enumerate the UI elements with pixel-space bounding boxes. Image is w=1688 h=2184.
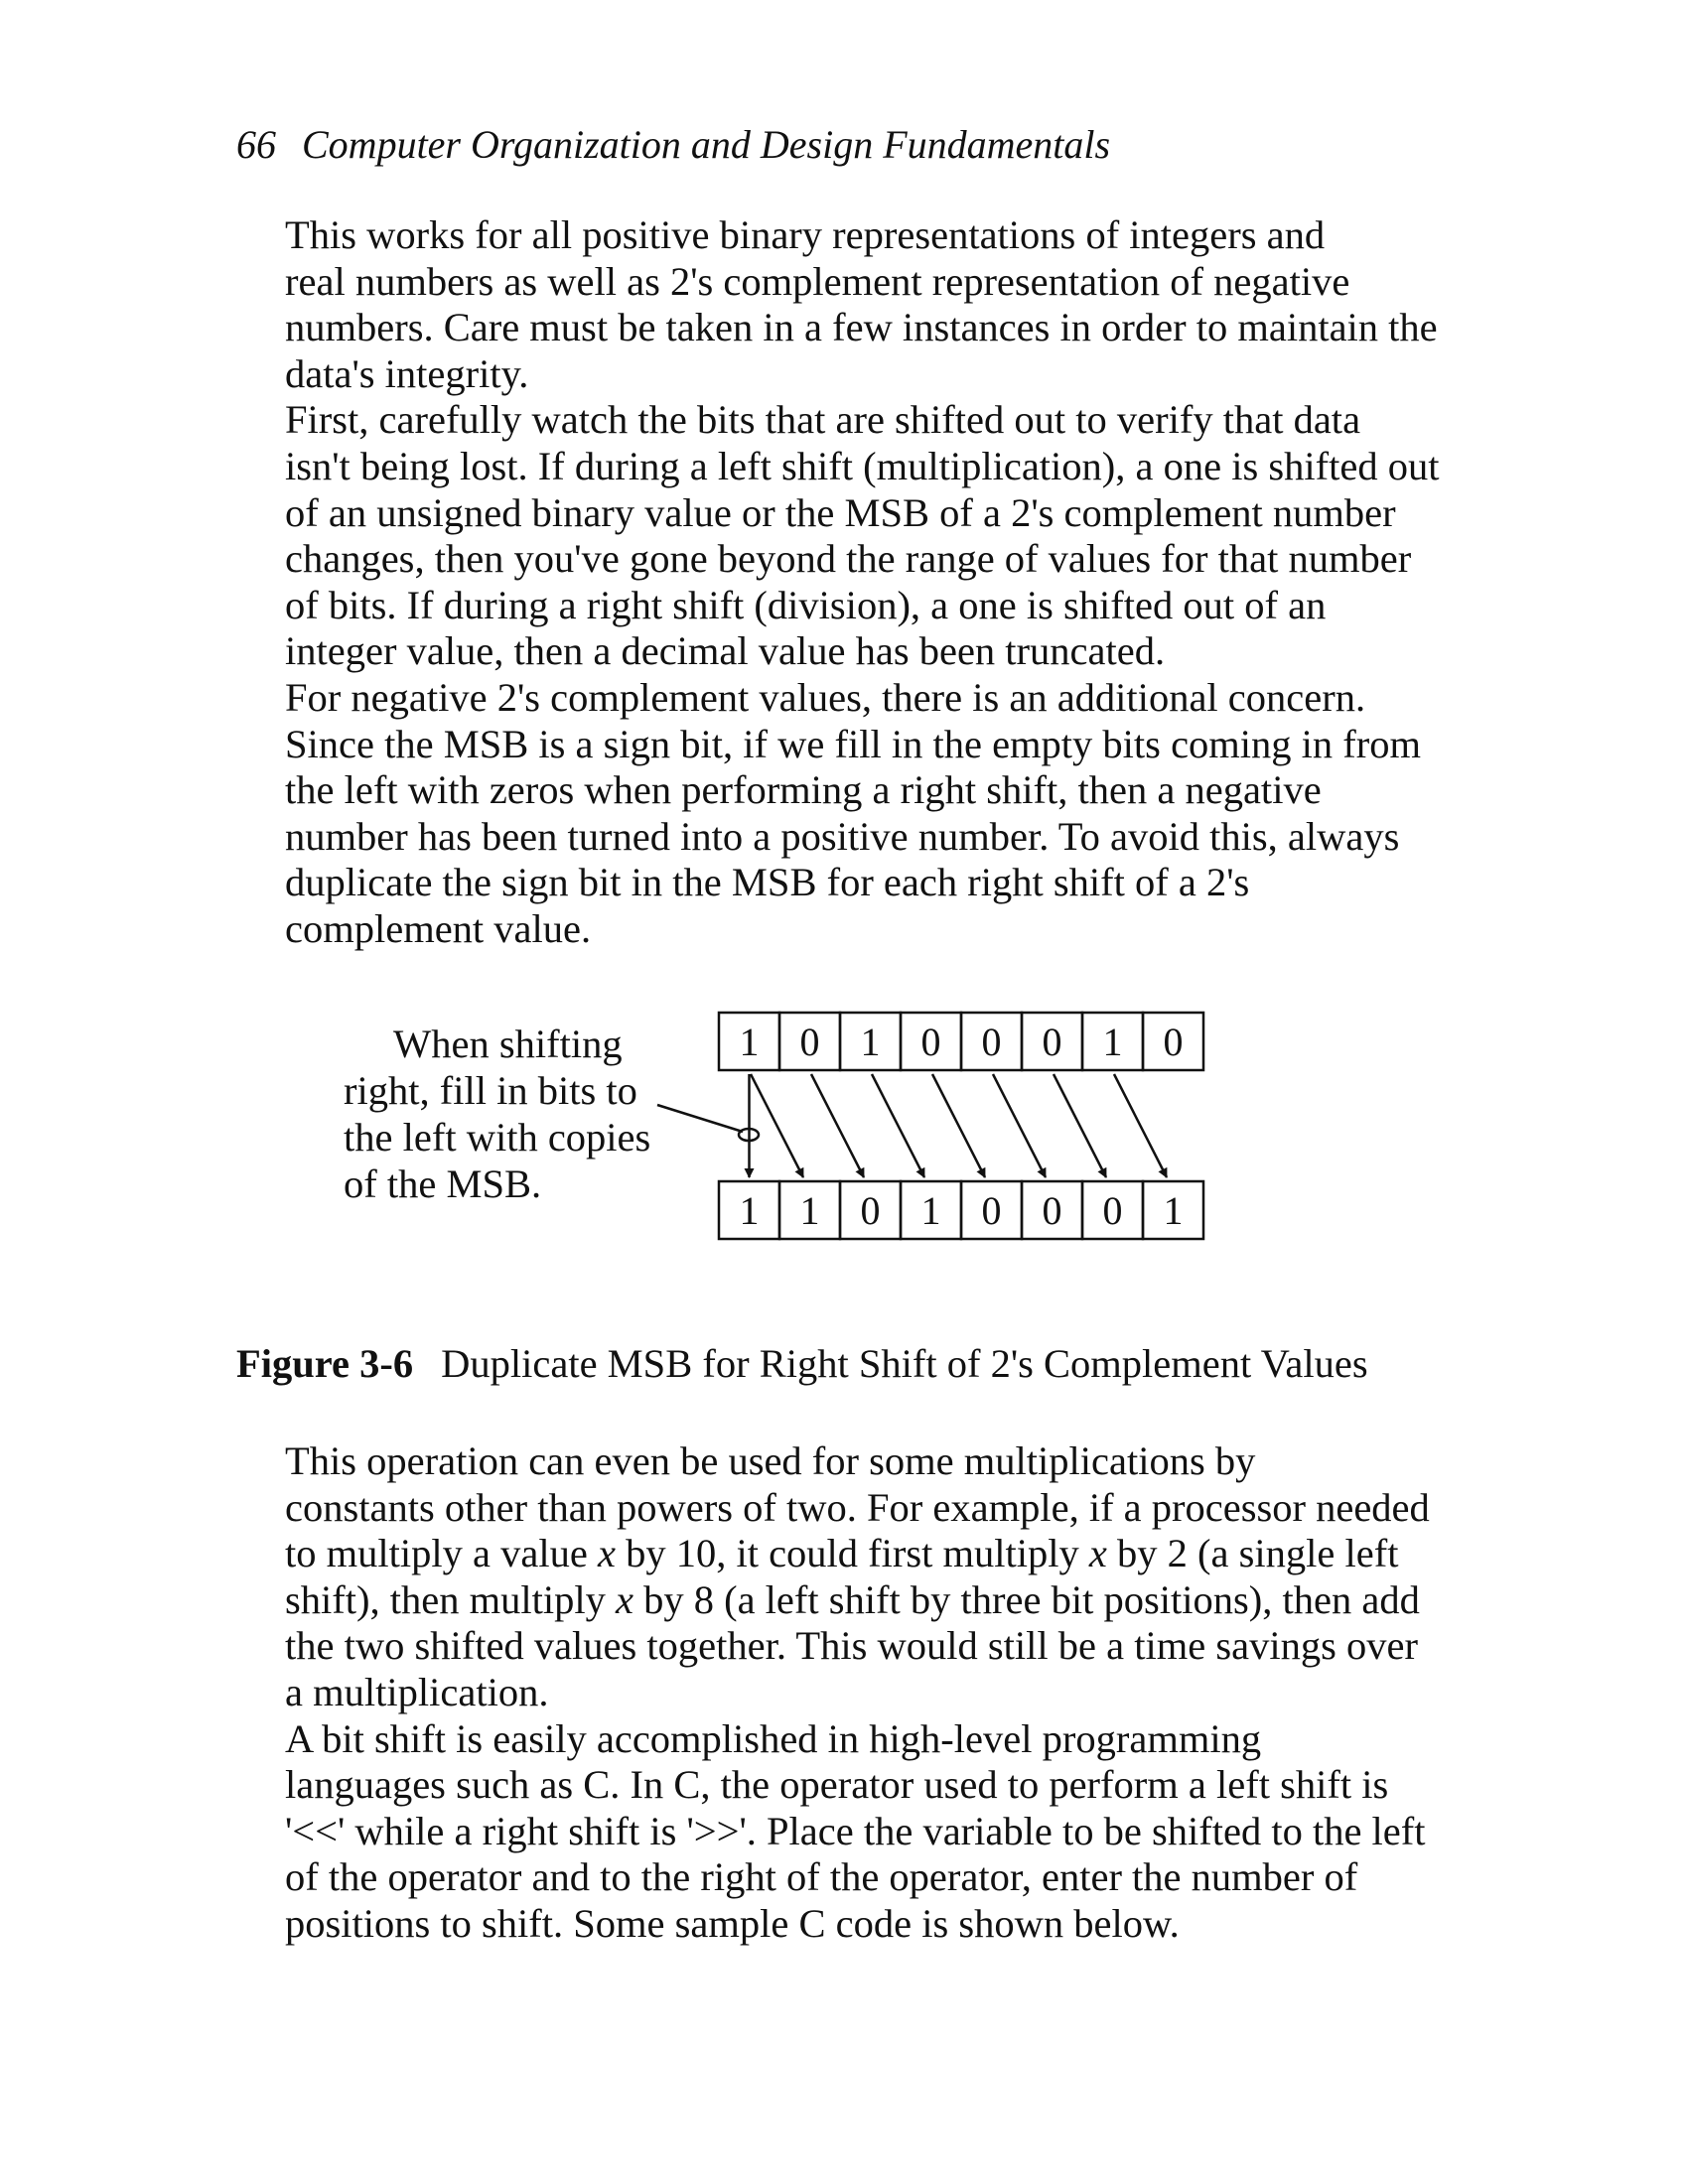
page-header	[236, 117, 1110, 173]
bit-cell	[901, 1013, 961, 1070]
msb-copy-marker	[739, 1129, 759, 1141]
bit-value: 1	[860, 1020, 881, 1064]
original-register	[719, 1013, 1203, 1070]
text-line: numbers. Care must be taken in a few instances in order to maintain the	[285, 305, 1438, 350]
text-line: of the operator and to the right of the operator, enter the number of	[285, 1854, 1358, 1900]
shift-arrow	[811, 1074, 864, 1177]
figure-title: Duplicate MSB for Right Shift of 2's Complement Values	[441, 1341, 1368, 1386]
shift-arrow	[751, 1074, 803, 1177]
bit-cell	[961, 1181, 1022, 1239]
note-line: of the MSB.	[344, 1161, 542, 1206]
note-pointer-line	[657, 1105, 743, 1132]
variable-x: x	[597, 1531, 616, 1576]
text-line: the two shifted values together. This would still be a time savings over	[285, 1623, 1418, 1669]
bit-cell	[961, 1013, 1022, 1070]
bit-cell	[779, 1013, 840, 1070]
shift-arrow	[1054, 1074, 1106, 1177]
bit-cell	[719, 1013, 779, 1070]
paragraph	[236, 674, 1422, 953]
text-line: real numbers as well as 2's complement representation of negative	[285, 258, 1350, 304]
bit-cell	[1082, 1013, 1143, 1070]
page-number: 66	[236, 122, 276, 167]
bit-value: 0	[981, 1188, 1002, 1233]
bit-cell	[1143, 1181, 1203, 1239]
bit-cell	[840, 1181, 901, 1239]
text-line: number has been turned into a positive number. To avoid this, always	[285, 813, 1400, 859]
bit-cell	[840, 1013, 901, 1070]
text-line: This works for all positive binary representations of integers and	[285, 212, 1326, 257]
shift-arrow	[872, 1074, 924, 1177]
text-line: changes, then you've gone beyond the range of values for that number	[285, 536, 1412, 582]
figure-label: Figure 3-6	[236, 1341, 414, 1386]
paragraph	[236, 212, 1438, 397]
figure-caption	[236, 1336, 1368, 1392]
text-line: A bit shift is easily accomplished in high-level programming	[285, 1715, 1262, 1761]
book-title: Computer Organization and Design Fundamentals	[302, 122, 1111, 167]
bit-value: 0	[860, 1188, 881, 1233]
bit-value: 0	[799, 1020, 820, 1064]
bit-value: 0	[1102, 1188, 1123, 1233]
paragraph	[236, 397, 1440, 675]
text-line: isn't being lost. If during a left shift (multiplication), a one is shifted out	[285, 443, 1440, 488]
bit-value: 1	[920, 1188, 941, 1233]
text-line: First, carefully watch the bits that are shifted out to verify that data	[285, 397, 1361, 443]
bit-cell	[1143, 1013, 1203, 1070]
bit-cell	[779, 1181, 840, 1239]
shift-arrows	[750, 1074, 1168, 1177]
figure-note	[344, 1021, 650, 1207]
note-line: the left with copies	[344, 1115, 651, 1160]
bit-value: 1	[739, 1188, 760, 1233]
bit-value: 1	[799, 1188, 820, 1233]
bit-value: 0	[920, 1020, 941, 1064]
text-line: duplicate the sign bit in the MSB for each right shift of a 2's	[285, 860, 1250, 905]
shift-arrow	[932, 1074, 985, 1177]
text-line: a multiplication.	[285, 1669, 549, 1714]
text-line: complement value.	[285, 905, 592, 951]
shifted-register	[719, 1181, 1203, 1239]
shift-arrow	[1114, 1074, 1167, 1177]
text-line: to multiply a value x by 10, it could first multiply x by 2 (a single left	[285, 1531, 1399, 1576]
bit-cell	[1082, 1181, 1143, 1239]
variable-x: x	[1088, 1531, 1107, 1576]
bit-value: 0	[1163, 1020, 1184, 1064]
bit-value: 0	[1042, 1188, 1062, 1233]
bit-cell	[719, 1181, 779, 1239]
text-line: integer value, then a decimal value has been truncated.	[285, 628, 1166, 674]
text-line: This operation can even be used for some multiplications by	[285, 1438, 1256, 1483]
bit-cell	[1022, 1181, 1082, 1239]
paragraph	[236, 1715, 1426, 1948]
text-line: of bits. If during a right shift (division), a one is shifted out of an	[285, 582, 1327, 627]
text-line: languages such as C. In C, the operator used to perform a left shift is	[285, 1762, 1389, 1808]
bit-value: 0	[1042, 1020, 1062, 1064]
text-line: the left with zeros when performing a right shift, then a negative	[285, 767, 1322, 813]
text-line: For negative 2's complement values, there is an additional concern.	[285, 674, 1366, 720]
bit-cell	[1022, 1013, 1082, 1070]
shift-arrow	[993, 1074, 1046, 1177]
bit-value: 1	[739, 1020, 760, 1064]
variable-x: x	[615, 1576, 633, 1622]
text-line: Since the MSB is a sign bit, if we fill in the empty bits coming in from	[285, 721, 1422, 766]
text-line: shift), then multiply x by 8 (a left shift by three bit positions), then add	[285, 1576, 1420, 1622]
note-line: right, fill in bits to	[344, 1068, 637, 1113]
paragraph	[236, 1438, 1430, 1716]
note-line: When shifting	[393, 1022, 623, 1066]
bit-value: 1	[1163, 1188, 1184, 1233]
text-line: data's integrity.	[285, 350, 529, 396]
text-line: positions to shift. Some sample C code is shown below.	[285, 1900, 1180, 1946]
bit-value: 1	[1102, 1020, 1123, 1064]
text-line: '<<' while a right shift is '>>'. Place the variable to be shifted to the left	[285, 1808, 1426, 1853]
intro-text	[236, 212, 1440, 953]
text-line: constants other than powers of two. For example, if a processor needed	[285, 1484, 1430, 1530]
outro-text	[236, 1438, 1430, 1948]
bit-value: 0	[981, 1020, 1002, 1064]
bit-cell	[901, 1181, 961, 1239]
text-line: of an unsigned binary value or the MSB of a 2's complement number	[285, 489, 1396, 535]
